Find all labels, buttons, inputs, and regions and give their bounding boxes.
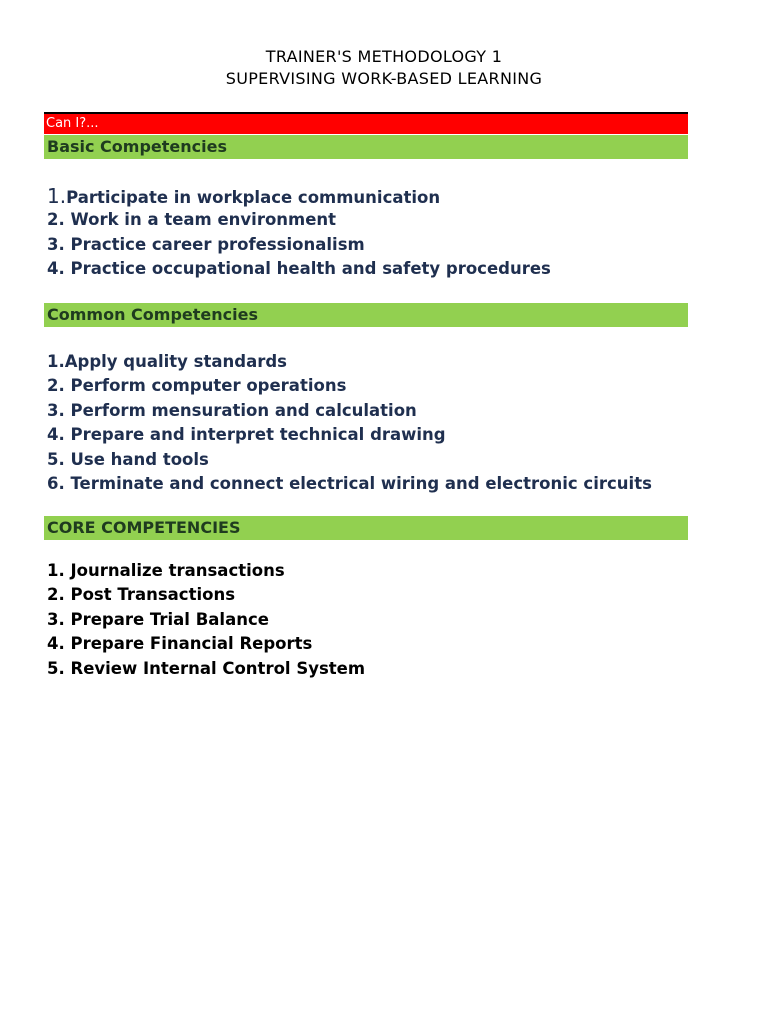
- list-item: 4. Prepare and interpret technical drawing: [47, 425, 446, 445]
- core-competencies-heading: CORE COMPETENCIES: [44, 516, 688, 540]
- list-item: 6. Terminate and connect electrical wiring and electronic circuits: [47, 473, 652, 493]
- list-item: 5. Use hand tools: [47, 449, 209, 469]
- list-item-text: Participate in workplace communication: [66, 188, 441, 207]
- list-item: [47, 184, 551, 208]
- document-title: [0, 46, 768, 90]
- list-item: 3. Practice career professionalism: [47, 234, 365, 254]
- list-item: 3. Perform mensuration and calculation: [47, 400, 417, 420]
- list-item: 2. Perform computer operations: [47, 376, 347, 396]
- list-item: 5. Review Internal Control System: [47, 658, 366, 678]
- can-i-banner: Can I?...: [44, 112, 688, 134]
- common-competencies-list: [47, 350, 652, 496]
- list-item: 1.Apply quality standards: [47, 352, 287, 371]
- list-item-number: 1.: [47, 184, 67, 208]
- title-line-1: TRAINER'S METHODOLOGY 1: [265, 47, 503, 66]
- basic-competencies-list: [47, 184, 551, 282]
- list-item: 4. Practice occupational health and safety procedures: [47, 259, 551, 279]
- list-item: 4. Prepare Financial Reports: [47, 634, 313, 654]
- basic-competencies-heading: Basic Competencies: [44, 135, 688, 159]
- title-line-2: SUPERVISING WORK-BASED LEARNING: [225, 69, 543, 88]
- list-item: 1. Journalize transactions: [47, 561, 285, 580]
- list-item: 2. Work in a team environment: [47, 210, 337, 230]
- common-competencies-heading: Common Competencies: [44, 303, 688, 327]
- list-item: 2. Post Transactions: [47, 585, 236, 605]
- core-competencies-list: [47, 559, 365, 681]
- list-item: 3. Prepare Trial Balance: [47, 609, 269, 629]
